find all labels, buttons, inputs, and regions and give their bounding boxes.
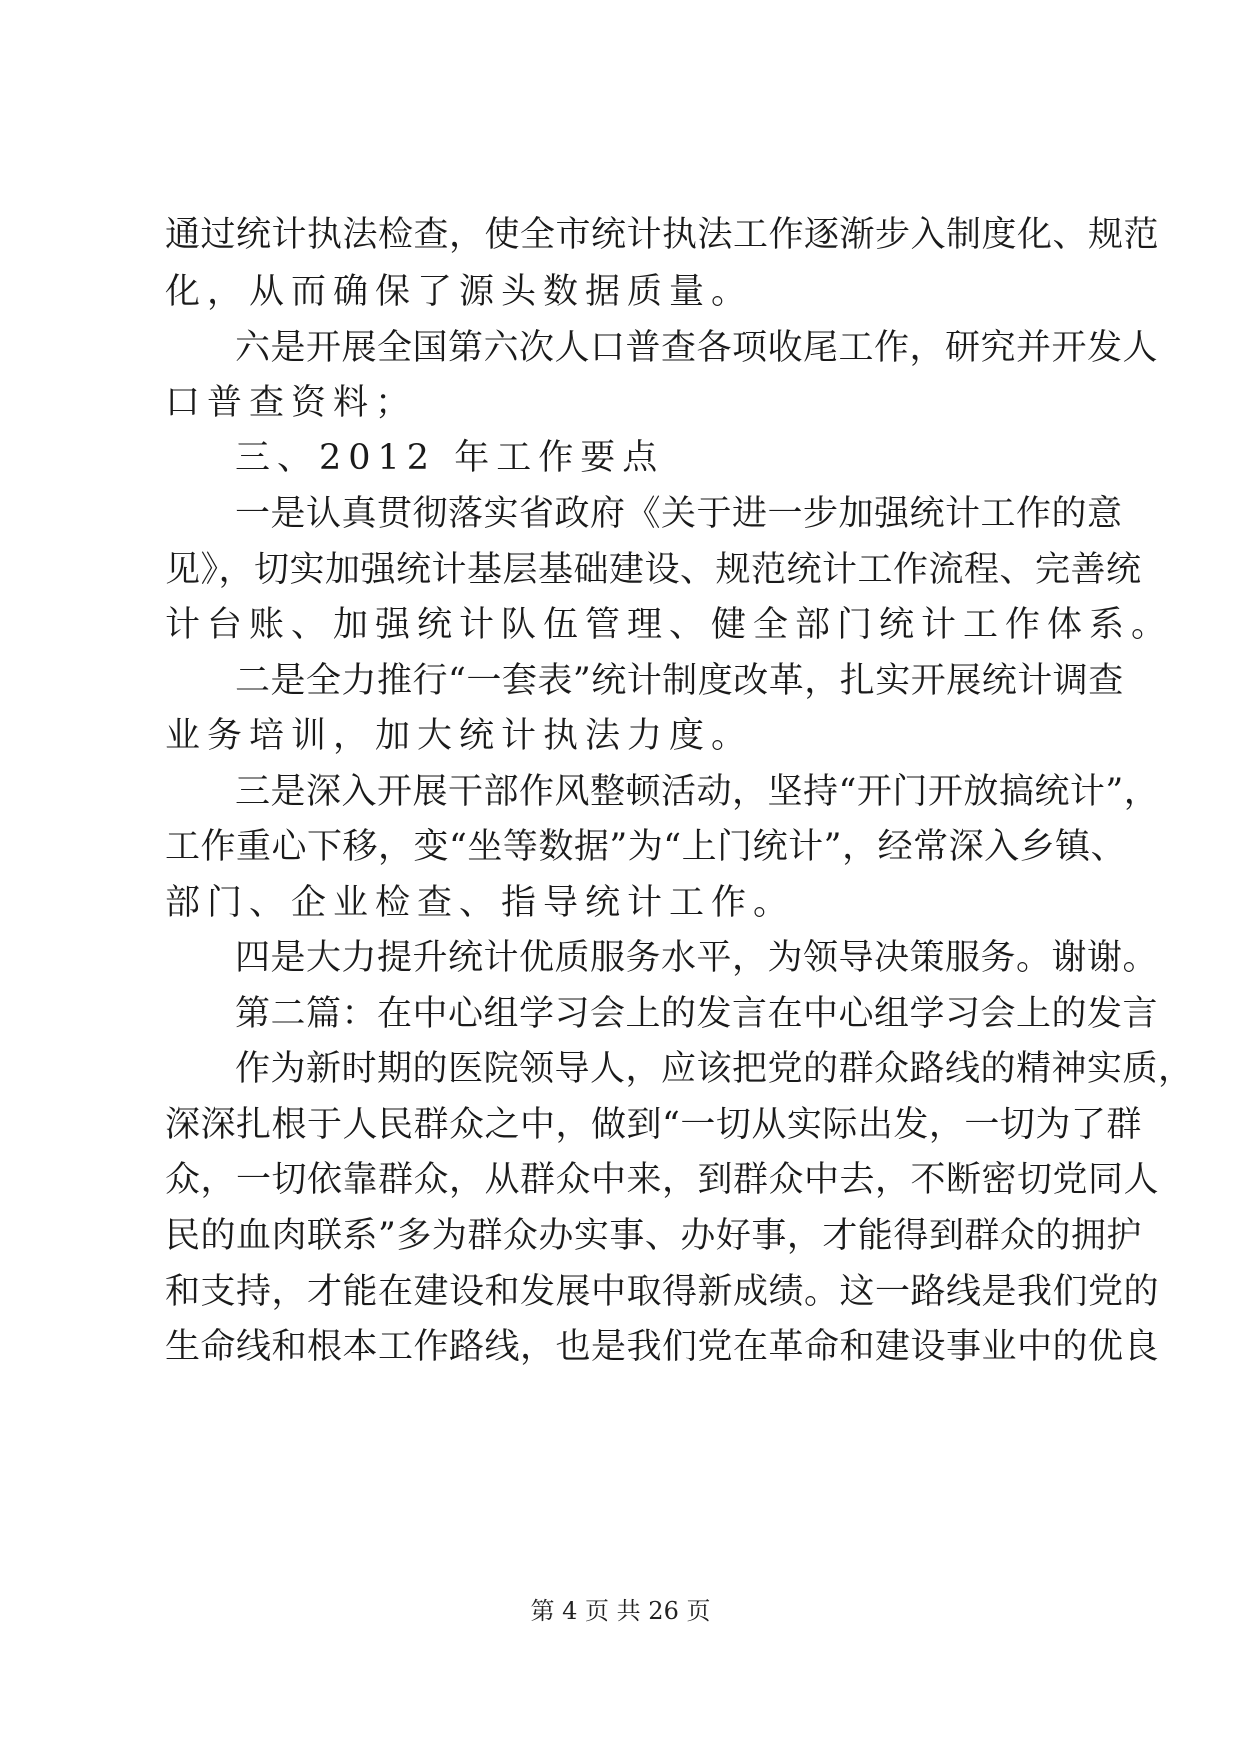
text-line <box>0 873 1241 933</box>
line-text: 和支持，才能在建设和发展中取得新成绩。这一路线是我们党的 <box>165 1272 1160 1312</box>
text-line <box>0 1039 1241 1099</box>
line-text: 众，一切依靠群众，从群众中来，到群众中去，不断密切党同人 <box>165 1160 1160 1200</box>
line-text: 民的血肉联系”多为群众办实事、办好事，才能得到群众的拥护 <box>165 1216 1142 1256</box>
line-text: 见》，切实加强统计基层基础建设、规范统计工作流程、完善统 <box>165 550 1142 590</box>
line-text: 工作重心下移，变“坐等数据”为“上门统计”，经常深入乡镇、 <box>165 827 1127 867</box>
text-line <box>0 595 1241 655</box>
page-number-footer: 第 4 页 共 26 页 <box>530 1597 711 1625</box>
line-text: 第二篇：在中心组学习会上的发言在中心组学习会上的发言 <box>235 994 1159 1034</box>
line-text: 一是认真贯彻落实省政府《关于进一步加强统计工作的意 <box>235 494 1123 534</box>
text-line <box>0 1206 1241 1266</box>
line-text: 三是深入开展干部作风整顿活动，坚持“开门开放搞统计”， <box>235 772 1160 812</box>
line-text: 二是全力推行“一套表”统计制度改革，扎实开展统计调查 <box>235 661 1124 701</box>
line-text: 部门、企业检查、指导统计工作。 <box>165 883 796 923</box>
section-heading <box>0 984 1241 1044</box>
text-line <box>0 651 1241 711</box>
line-text: 六是开展全国第六次人口普查各项收尾工作，研究并开发人 <box>235 328 1159 368</box>
text-line <box>0 762 1241 822</box>
text-line <box>0 1317 1241 1377</box>
line-text: 作为新时期的医院领导人，应该把党的群众路线的精神实质， <box>235 1049 1194 1089</box>
line-text: 生命线和根本工作路线，也是我们党在革命和建设事业中的优良 <box>165 1327 1160 1367</box>
text-line <box>0 1150 1241 1210</box>
line-text: 计台账、加强统计队伍管理、健全部门统计工作体系。 <box>165 605 1174 645</box>
text-line <box>0 484 1241 544</box>
text-line <box>0 318 1241 378</box>
text-line <box>0 928 1241 988</box>
text-line <box>0 373 1241 433</box>
line-text: 通过统计执法检查，使全市统计执法工作逐渐步入制度化、规范 <box>165 215 1160 255</box>
text-line <box>0 1262 1241 1322</box>
line-text: 三、2012 年工作要点 <box>235 438 665 478</box>
text-line <box>0 540 1241 600</box>
text-line <box>0 1095 1241 1155</box>
line-text: 口普查资料； <box>165 383 418 423</box>
line-text: 四是大力提升统计优质服务水平，为领导决策服务。谢谢。 <box>235 938 1159 978</box>
line-text: 化，从而确保了源头数据质量。 <box>165 272 754 312</box>
text-line <box>0 706 1241 766</box>
line-text: 深深扎根于人民群众之中，做到“一切从实际出发，一切为了群 <box>165 1105 1142 1145</box>
section-heading <box>0 428 1241 488</box>
text-line <box>0 205 1241 265</box>
line-text: 业务培训，加大统计执法力度。 <box>165 716 754 756</box>
text-line <box>0 817 1241 877</box>
text-line <box>0 262 1241 322</box>
